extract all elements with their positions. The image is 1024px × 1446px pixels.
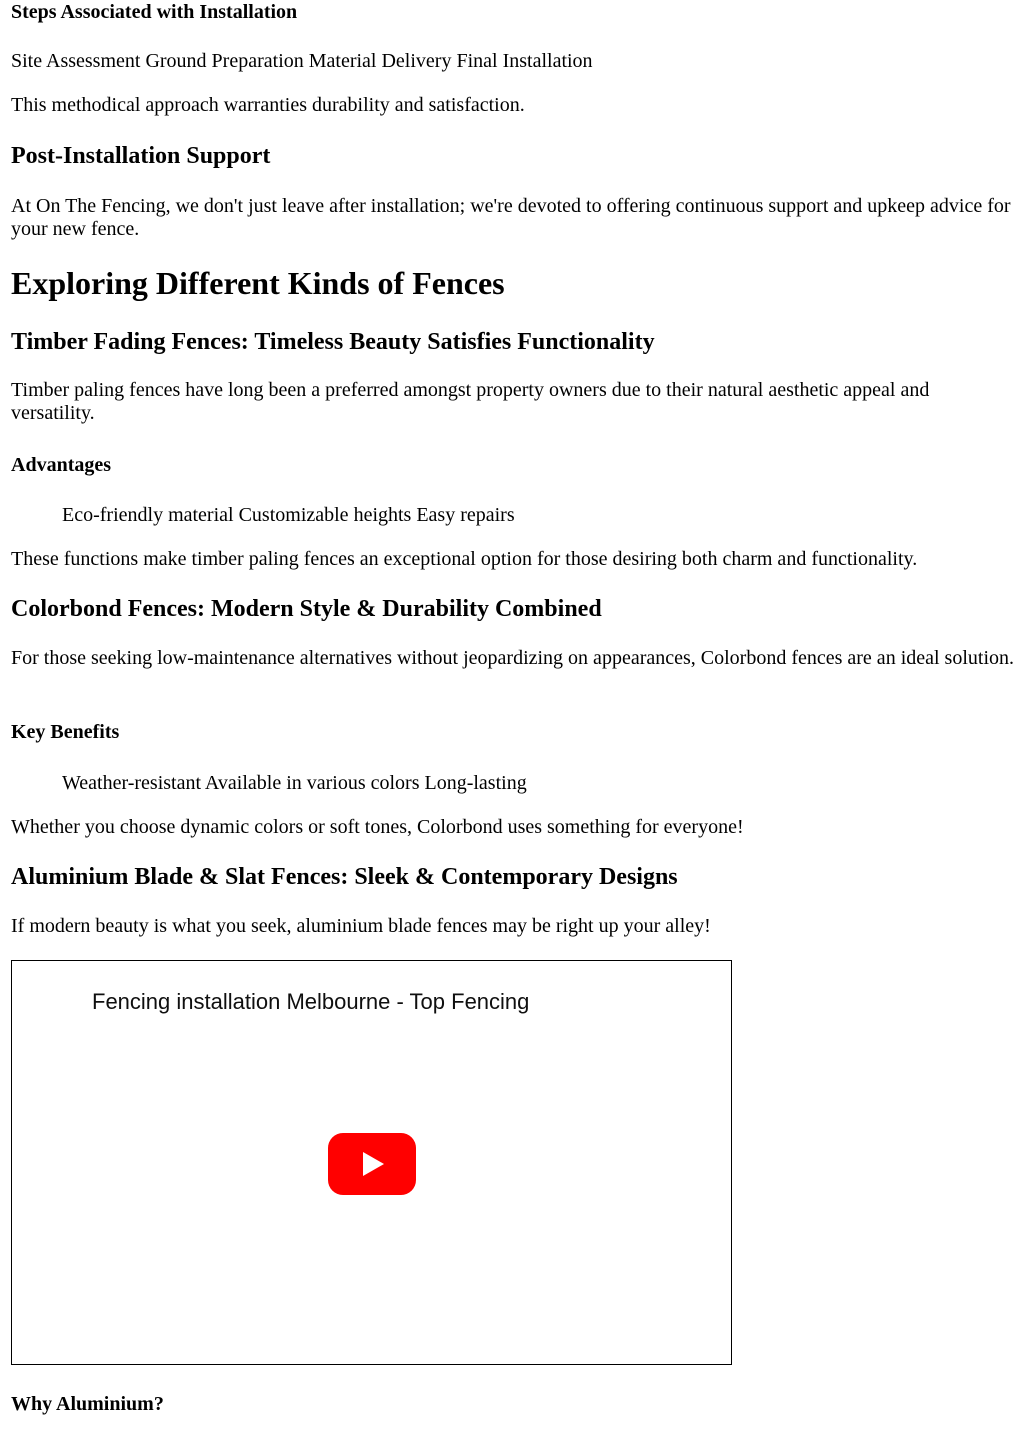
play-button-graphic	[328, 1133, 416, 1195]
youtube-play-icon[interactable]	[328, 1133, 416, 1195]
why-aluminium-heading: Why Aluminium?	[11, 1393, 164, 1415]
video-embed[interactable]	[11, 960, 732, 1365]
timber-note: These functions make timber paling fences an exceptional option for those desiring both charm and functionality.	[11, 548, 918, 570]
steps-list: Site Assessment Ground Preparation Material Delivery Final Installation	[11, 50, 593, 72]
colorbond-benefits-heading: Key Benefits	[11, 721, 120, 743]
explore-heading: Exploring Different Kinds of Fences	[11, 265, 505, 301]
timber-text: Timber paling fences have long been a preferred amongst property owners due to their natural aesthetic appeal and versatility.	[11, 379, 930, 424]
aluminium-heading: Aluminium Blade & Slat Fences: Sleek & Contemporary Designs	[11, 864, 678, 890]
post-installation-heading: Post-Installation Support	[11, 143, 271, 169]
video-title[interactable]: Fencing installation Melbourne - Top Fencing	[92, 989, 530, 1014]
colorbond-heading: Colorbond Fences: Modern Style & Durability Combined	[11, 596, 602, 622]
steps-heading: Steps Associated with Installation	[11, 1, 298, 23]
colorbond-text: For those seeking low-maintenance alternatives without jeopardizing on appearances, Colorbond fences are an ideal solution.	[11, 647, 1015, 669]
timber-advantages-heading: Advantages	[11, 454, 112, 476]
post-installation-text: At On The Fencing, we don't just leave after installation; we're devoted to offering continuous support and upkeep advice for your new fence.	[11, 195, 1011, 240]
colorbond-benefits-list: Weather-resistant Available in various colors Long-lasting	[62, 772, 527, 794]
aluminium-text: If modern beauty is what you seek, aluminium blade fences may be right up your alley!	[11, 915, 711, 937]
timber-heading: Timber Fading Fences: Timeless Beauty Satisfies Functionality	[11, 329, 655, 355]
timber-advantages-list: Eco-friendly material Customizable heights Easy repairs	[62, 504, 515, 526]
colorbond-note: Whether you choose dynamic colors or soft tones, Colorbond uses something for everyone!	[11, 816, 744, 838]
steps-note: This methodical approach warranties durability and satisfaction.	[11, 94, 525, 116]
